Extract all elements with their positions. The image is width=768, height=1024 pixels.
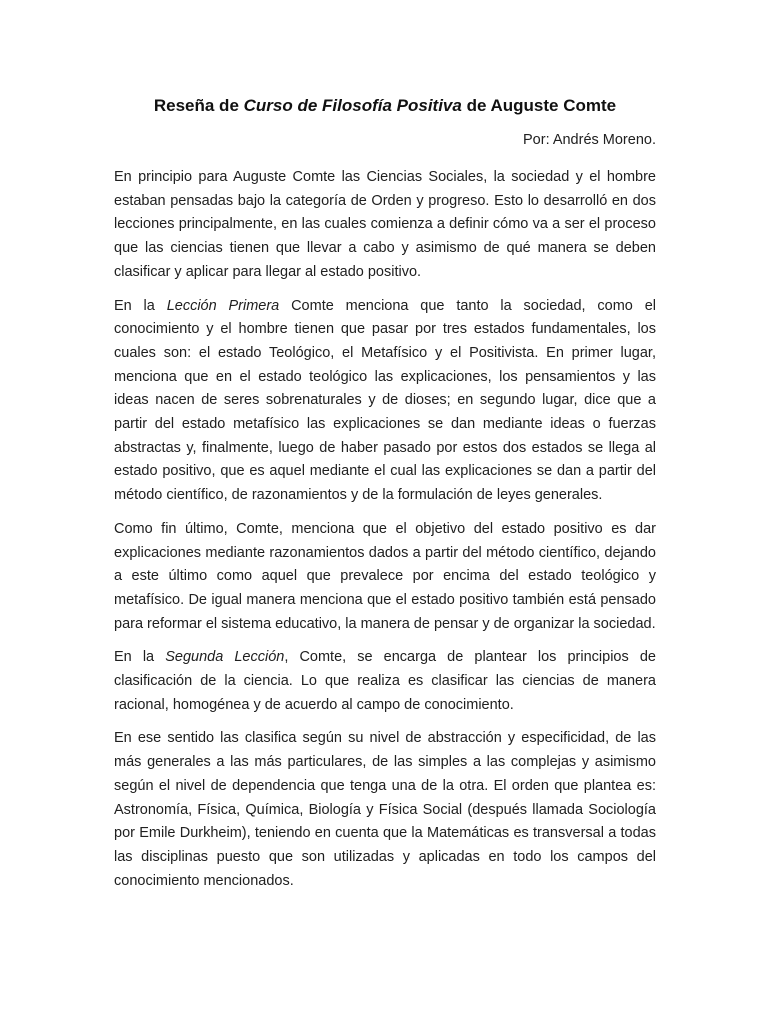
paragraph-text: , Comte, se encarga de plantear los principios de clasificación de la ciencia. Lo que realiza es clasificar las ciencias de manera racional, homogénea y de acuerdo al campo de conocimiento. (114, 649, 656, 713)
title-suffix: de Auguste Comte (461, 96, 617, 115)
paragraph-first-lesson (114, 295, 656, 508)
paragraph-second-lesson (114, 646, 656, 717)
paragraph-intro: En principio para Auguste Comte las Ciencias Sociales, la sociedad y el hombre estaban pensadas bajo la categoría de Orden y progreso. Esto lo desarrolló en dos lecciones principalmente, en las cuales comienza a definir cómo va a ser el proceso que las ciencias tienen que llevar a cabo y asimismo de qué manera se deben clasificar y aplicar para llegar al estado positivo. (114, 169, 656, 280)
author-line: Por: Andrés Moreno. (523, 132, 656, 148)
title-book-name: Curso de Filosofía Positiva (243, 96, 462, 115)
paragraph-text: En la (114, 649, 166, 666)
lesson-name-italic: Segunda Lección (165, 649, 285, 666)
lesson-name-italic: Lección Primera (166, 297, 280, 314)
paragraph-positive-state: Como fin último, Comte, menciona que el objetivo del estado positivo es dar explicaciones mediante razonamientos dados a partir del método científico, dejando a este último como aquel que prevalece por encima del estado teológico y metafísico. De igual manera menciona que el estado positivo también está pensado para reformar el sistema educativo, la manera de pensar y de organizar la sociedad. (114, 520, 656, 632)
paragraph-text: En la (114, 297, 167, 314)
title-prefix: Reseña de (153, 96, 244, 115)
document-body (114, 93, 656, 893)
paragraph-classification: En ese sentido las clasifica según su nivel de abstracción y especificidad, de las más generales a las más particulares, de las simples a las complejas y asimismo según el nivel de dependencia que tenga una de la otra. El orden que plantea es: Astronomía, Física, Química, Biología y Física Social (después llamada Sociología por Emile Durkheim), teniendo en cuenta que la Matemáticas es transversal a todas las disciplinas puesto que son utilizadas y aplicadas en todo los campos del conocimiento mencionados. (114, 730, 656, 889)
document-title (114, 93, 656, 119)
paragraph-text: Comte menciona que tanto la sociedad, como el conocimiento y el hombre tienen que pasar por tres estados fundamentales, los cuales son: el estado Teológico, el Metafísico y el Positivista. En primer lugar, menciona que en el estado teológico las explicaciones, los pensamientos y las ideas nacen de seres sobrenaturales y de dioses; en segundo lugar, dice que a partir del estado metafísico las explicaciones se dan mediante ideas o fuerzas abstractas y, finalmente, luego de haber pasado por estos dos estados se llega al estado positivo, que es aquel mediante el cual las explicaciones se dan a partir del método científico, de razonamientos y de la formulación de leyes generales. (114, 297, 656, 504)
